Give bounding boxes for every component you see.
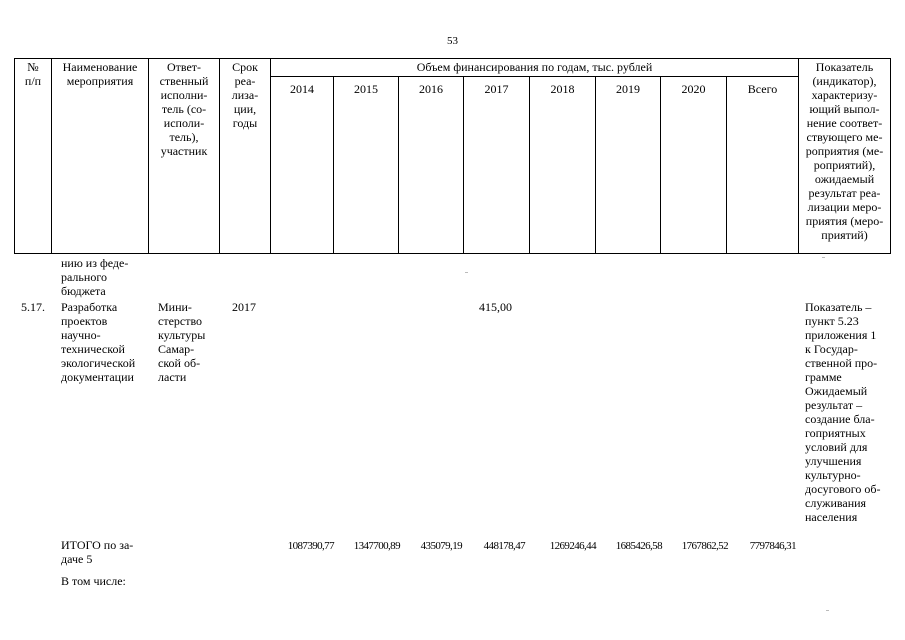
header-border: [463, 76, 464, 254]
header-border: [529, 76, 530, 254]
header-border: [333, 76, 334, 254]
column-name-header: Наименование мероприятия: [62, 60, 138, 88]
column-indicator-header: Показатель (индикатор), характеризу- ющий выпол- нение соответ- ствующего ме- роприятия (ме- роприятий), ожидаемый результат реа- лизации меро- приятия (меро- приятий): [805, 60, 884, 242]
funding-header: Объем финансирования по годам, тыс. рублей: [416, 60, 653, 74]
header-border: [595, 76, 596, 254]
total-label: ИТОГО по за- даче 5: [61, 538, 134, 566]
year-header: 2018: [550, 82, 575, 96]
total-value-2020: 1767862,52: [681, 540, 728, 552]
header-border: [660, 76, 661, 254]
funding-subheader-border: [270, 76, 798, 77]
total-value-2019: 1685426,58: [615, 540, 662, 552]
row-indicator: Показатель – пункт 5.23 приложения 1 к Государ- ственной про- грамме Ожидаемый результат – создание бла- гоприятных условий для улучшения культурно- досугового об- служивания населения: [805, 300, 881, 524]
row-number: 5.17.: [21, 300, 45, 314]
including-label: В том числе:: [61, 574, 126, 588]
column-number-header: № п/п: [24, 60, 42, 88]
row-responsible: Мини- стерство культуры Самар- ской об- ласти: [158, 300, 206, 384]
total-value-all: 7797846,31: [749, 540, 796, 552]
total-value-2017: 448178,47: [483, 540, 525, 552]
continuation-text: нию из феде- рального бюджета: [61, 256, 129, 298]
year-header: 2020: [681, 82, 706, 96]
total-column-header: Всего: [747, 82, 778, 96]
row-term: 2017: [232, 300, 256, 314]
year-header: 2019: [616, 82, 640, 96]
scan-speck: [826, 610, 829, 611]
header-top-border: [14, 58, 891, 59]
total-value-2016: 435079,19: [420, 540, 462, 552]
column-responsible-header: Ответ- ственный исполни- тель (со- исполи- тель), участник: [159, 60, 209, 158]
header-border-right: [890, 58, 891, 254]
scan-speck: [822, 257, 825, 258]
year-header: 2017: [484, 82, 509, 96]
page-number: 53: [447, 35, 458, 47]
header-border: [726, 76, 727, 254]
row-activity-name: Разработка проектов научно- технической экологической документации: [61, 300, 136, 384]
header-bottom-border: [14, 253, 891, 254]
year-header: 2015: [354, 82, 378, 96]
header-border: [398, 76, 399, 254]
column-term-header: Срок реа- лиза- ции, годы: [231, 60, 259, 130]
year-header: 2016: [419, 82, 443, 96]
total-value-2014: 1087390,77: [287, 540, 334, 552]
year-header: 2014: [290, 82, 314, 96]
scan-speck: [465, 272, 468, 273]
total-value-2015: 1347700,89: [353, 540, 400, 552]
row-value-2017: 415,00: [479, 300, 512, 314]
total-value-2018: 1269246,44: [549, 540, 596, 552]
